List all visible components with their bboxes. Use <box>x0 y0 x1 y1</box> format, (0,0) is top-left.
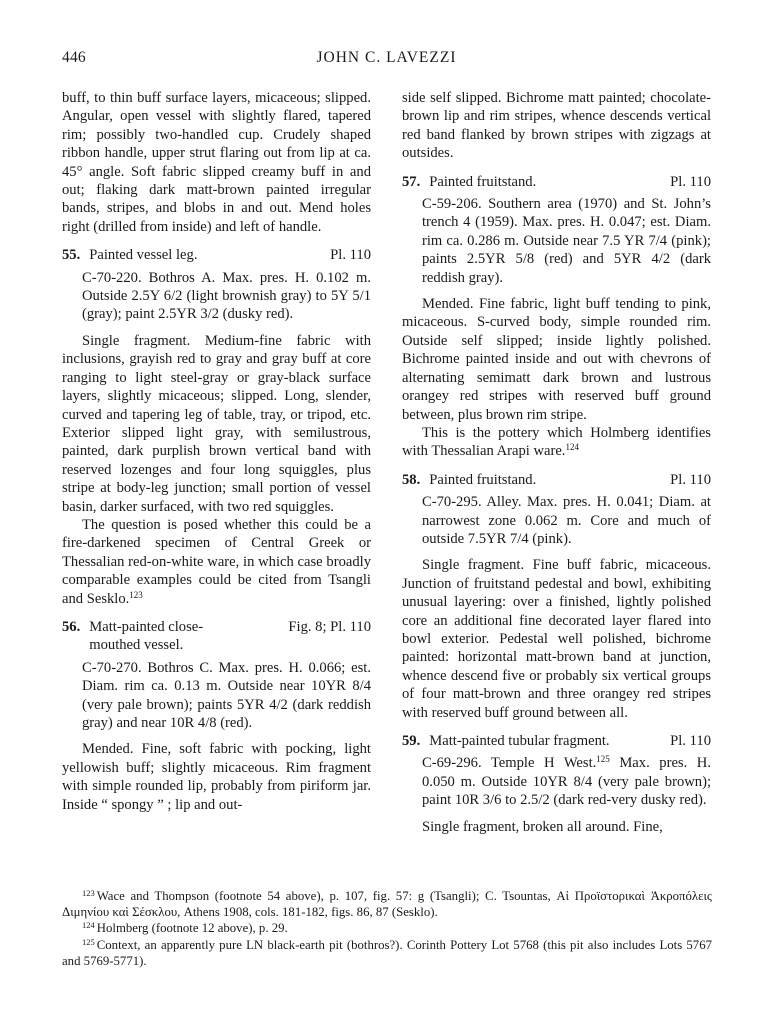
entry-59-number: 59. <box>402 733 421 749</box>
entry-55-paragraph-2 <box>62 516 371 608</box>
running-head: JOHN C. LAVEZZI <box>316 49 457 66</box>
entry-56-number: 56. <box>62 618 81 635</box>
entry-56-heading <box>62 618 371 655</box>
footnote-ref-125: 125 <box>596 754 610 765</box>
entry-55-number: 55. <box>62 247 81 264</box>
footnote-125 <box>62 937 712 969</box>
entry-56-title: Matt-painted close-mouthed vessel. <box>89 618 204 654</box>
entry-58-heading <box>402 471 711 489</box>
entry-59-title: Matt-painted tubular fragment. <box>429 733 610 749</box>
entry-55-paragraph-1: Single fragment. Medium-fine fabric with inclusions, grayish red to gray and gray buff at core ranging to light steel-gray or gray-black surface layers, slightly micaceous; slipped. Long, slender, curved and tapering leg of table, tray, or tripod, etc. Exterior slipped light gray, with semilustrous, painted, dark purplish brown vertical band with reserved lozenges and four long squiggles, plus stripe at body-leg junction; small portion of vessel basin, darker surfaced, with two red squiggles. <box>62 332 371 515</box>
entry-55-description: C-70-220. Bothros A. Max. pres. H. 0.102 m. Outside 2.5Y 6/2 (light brownish gray) to 5Y 5/1 (gray); paint 2.5YR 3/2 (dusky red). <box>82 269 371 323</box>
footnote-125-text: Context, an apparently pure LN black-earth pit (bothros?). Corinth Pottery Lot 5768 (this pit also includes Lots 5767 and 5769-5771). <box>62 937 712 968</box>
entry-57-heading <box>402 173 711 191</box>
entry-56-plate: Fig. 8; Pl. 110 <box>288 618 371 635</box>
entry-58-paragraph-1: Single fragment. Fine buff fabric, micaceous. Junction of fruitstand pedestal and bowl, exhibiting unusual layering: over a finished, lightly polished core an additional fine decorated layer flared into bowl exterior. Pedestal well polished, bichrome painted: horizontal matt-brown band at junction, whence descend five or probably six vertical groups of four matt-brown and three orangey red stripes with reserved buff ground between all. <box>402 557 711 721</box>
entry-55-paragraph-2-text: The question is posed whether this could be a fire-darkened specimen of Central Greek or Thessalian red-on-white ware, in which case broadly comparable examples could be cited from Tsangli and Sesklo. <box>62 516 371 607</box>
entry-57-paragraph-2 <box>402 424 711 461</box>
footnote-ref-124: 124 <box>565 442 579 453</box>
footnote-ref-123: 123 <box>129 589 143 600</box>
entry-59-plate: Pl. 110 <box>670 733 711 749</box>
entry-57-number: 57. <box>402 173 421 190</box>
footnote-124-mark: 124 <box>82 920 95 931</box>
entry-57-paragraph-1: Mended. Fine fabric, light buff tending to pink, micaceous. S-curved body, simple rounded rim. Outside self slipped; inside lightly polished. Bichrome painted inside and out with chevrons of alternating semimatt dark brown and lustrous orangey red stripes with reserved buff ground between, plus brown rim stripe. <box>402 296 711 423</box>
footnote-123 <box>62 888 712 920</box>
page-number: 446 <box>62 49 86 66</box>
entry-59-description <box>402 754 711 809</box>
footnote-124-text: Holmberg (footnote 12 above), p. 29. <box>96 921 288 936</box>
entry-55-plate: Pl. 110 <box>330 247 371 264</box>
left-column <box>62 89 371 814</box>
footnote-123-text: Wace and Thompson (footnote 54 above), p. 107, fig. 57: g (Tsangli); C. Tsountas, Αἱ Προϊστορικαὶ Ἀκροπόλεις Διμηνίου καὶ Σέσκλου, Athens 1908, cols. 181-182, figs. 86, 87 (Sesklo). <box>62 889 712 920</box>
entry-56-paragraph-1: Mended. Fine, soft fabric with pocking, light yellowish buff; slightly micaceous. Rim fragment with simple rounded lip, probably from piriform jar. Inside “ spongy ” ; lip and out- <box>62 741 371 813</box>
footnote-124 <box>62 920 712 936</box>
footnote-125-mark: 125 <box>82 936 95 947</box>
entry-58-title: Painted fruitstand. <box>429 471 537 488</box>
footnotes <box>62 888 712 969</box>
continuation-paragraph: side self slipped. Bichrome matt painted; chocolate-brown lip and rim stripes, whence descends vertical red band flanked by brown stripes with zigzags at outsides. <box>402 90 711 162</box>
footnote-123-mark: 123 <box>82 888 95 898</box>
entry-59-description-end: Max. pres. H. 0.050 m. Outside 10YR 8/4 (very pale brown); paint 10R 3/6 to 2.5/2 (dark red-very dusky red). <box>422 755 711 809</box>
entry-58-plate: Pl. 110 <box>670 471 711 488</box>
entry-55-title: Painted vessel leg. <box>89 247 198 264</box>
entry-57-plate: Pl. 110 <box>670 173 711 190</box>
entry-57-title: Painted fruitstand. <box>429 173 537 190</box>
entry-58-description: C-70-295. Alley. Max. pres. H. 0.041; Diam. at narrowest zone 0.062 m. Core and much of outside 7.5YR 7/4 (pink). <box>422 494 711 547</box>
entry-55-heading <box>62 246 371 264</box>
entry-59-description-start: C-69-296. Temple H West. <box>422 755 597 772</box>
intro-paragraph: buff, to thin buff surface layers, micaceous; slipped. Angular, open vessel with slightly flared, tapered rim; possibly two-handled cup. Crudely shaped ribbon handle, upper strut flaring out from lip at ca. 45° angle. Soft fabric slipped creamy buff in and out; flaking dark matt-brown painted irregular bands, stripes, and blobs in and out. Mend holes right (drilled from inside) and left of handle. <box>62 90 371 235</box>
entry-56-description: C-70-270. Bothros C. Max. pres. H. 0.066; est. Diam. rim ca. 0.13 m. Outside near 10YR 8/4 (very pale brown); paints 5YR 4/2 (dark reddish gray) and near 10R 4/8 (red). <box>82 659 371 731</box>
entry-57-description: C-59-206. Southern area (1970) and St. John’s trench 4 (1959). Max. pres. H. 0.047; est. Diam. rim ca. 0.286 m. Outside near 7.5 YR 7/4 (pink); paints 2.5YR 5/8 (red) and 5YR 4/2 (dark reddish gray). <box>422 196 711 286</box>
entry-59-heading <box>402 732 711 750</box>
entry-58-number: 58. <box>402 471 421 488</box>
right-column <box>402 89 711 836</box>
entry-59-paragraph-1: Single fragment, broken all around. Fine, <box>422 818 663 835</box>
entry-57-paragraph-2-text: This is the pottery which Holmberg identifies with Thessalian Arapi ware. <box>402 424 711 460</box>
